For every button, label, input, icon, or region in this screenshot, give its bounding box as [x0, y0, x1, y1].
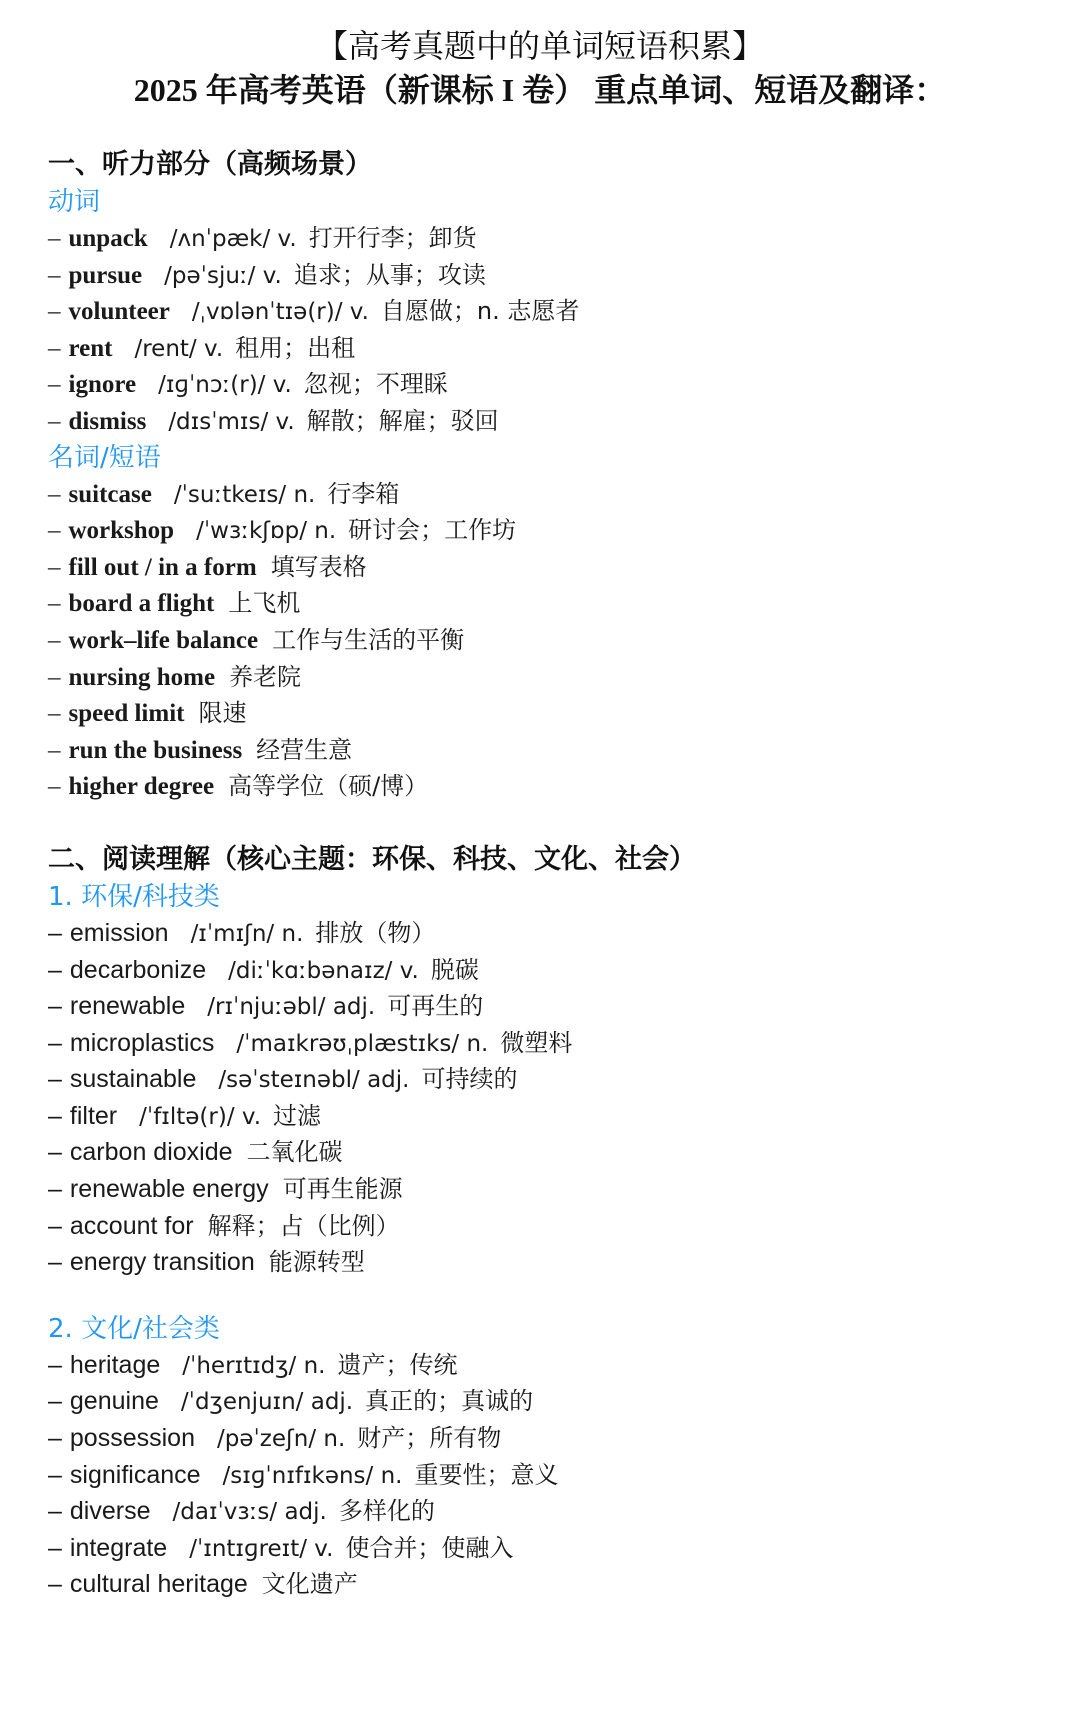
entry-phonetic: /ˈherɪtɪdʒ/ n. — [182, 1352, 326, 1379]
entry-dash: – — [48, 700, 61, 728]
entry-word: nursing home — [68, 663, 216, 691]
entry-phonetic: /ˌvɒlənˈtɪə(r)/ v. — [191, 299, 369, 326]
entry-dash: – — [48, 1497, 62, 1526]
entry-meaning: 解散；解雇；驳回 — [306, 406, 499, 435]
entry-dash: – — [48, 1570, 62, 1599]
list-culture-society — [48, 1347, 1048, 1603]
entry-meaning: 填写表格 — [270, 552, 367, 581]
entry-meaning: 工作与生活的平衡 — [272, 625, 465, 654]
entry-meaning: 使合并；使融入 — [345, 1533, 514, 1562]
entry-dash: – — [48, 1424, 62, 1453]
entry-meaning: 打开行李；卸货 — [308, 224, 477, 252]
entry-dash: – — [48, 517, 61, 545]
entry-dash: – — [48, 918, 62, 947]
entry-meaning: 自愿做；n. 志愿者 — [380, 297, 580, 326]
vocab-entry — [48, 1530, 1048, 1567]
entry-meaning: 养老院 — [229, 662, 302, 691]
vocab-entry — [48, 1383, 1048, 1420]
entry-dash: – — [48, 1211, 62, 1240]
vocab-entry — [48, 330, 1048, 367]
entry-dash: – — [48, 590, 61, 618]
list-verbs — [48, 220, 1048, 440]
entry-phonetic: /pəˈzeʃn/ n. — [216, 1426, 346, 1453]
vocab-entry — [48, 915, 1048, 952]
vocab-entry — [48, 220, 1048, 257]
entry-word: heritage — [69, 1350, 161, 1379]
entry-phonetic: /ˈdʒenjuɪn/ adj. — [180, 1389, 354, 1416]
entry-phonetic: /ˈɪntɪɡreɪt/ v. — [189, 1535, 334, 1562]
document-subtitle: 2025 年高考英语（新课标 I 卷） 重点单词、短语及翻译： — [133, 72, 947, 108]
entry-dash: – — [48, 1065, 62, 1094]
entry-phonetic: /ˈwɜːkʃɒp/ n. — [196, 518, 337, 545]
entry-word: microplastics — [69, 1028, 215, 1057]
entry-meaning: 过滤 — [273, 1101, 322, 1130]
document-title: 【高考真题中的单词短语积累】 — [315, 27, 764, 65]
entry-phonetic: /ˈsuːtkeɪs/ n. — [173, 481, 316, 508]
entry-word: cultural heritage — [69, 1570, 248, 1599]
entry-dash: – — [48, 1460, 62, 1489]
vocab-entry — [48, 1208, 1048, 1245]
entry-word: board a flight — [68, 590, 215, 618]
subheading-nouns-phrases: 名词/短语 — [48, 442, 161, 473]
entry-dash: – — [48, 1387, 62, 1416]
vocab-entry — [48, 659, 1048, 696]
entry-dash: – — [48, 1175, 62, 1204]
entry-meaning: 解释；占（比例） — [207, 1211, 400, 1240]
entry-dash: – — [48, 663, 61, 691]
vocab-entry — [48, 1025, 1048, 1062]
entry-word: decarbonize — [69, 955, 207, 984]
entry-word: work–life balance — [68, 626, 259, 654]
entry-dash: – — [48, 955, 62, 984]
entry-meaning: 可再生能源 — [282, 1175, 403, 1204]
entry-phonetic: /ɪˈmɪʃn/ n. — [190, 920, 304, 947]
entry-word: sustainable — [69, 1065, 197, 1094]
entry-dash: – — [48, 334, 61, 362]
entry-meaning: 财产；所有物 — [357, 1424, 502, 1453]
list-environment-tech — [48, 915, 1048, 1281]
entry-meaning: 行李箱 — [327, 479, 400, 508]
vocab-entry — [48, 549, 1048, 586]
vocab-entry — [48, 512, 1048, 549]
entry-dash: – — [48, 371, 61, 399]
list-nouns-phrases — [48, 476, 1048, 805]
vocab-entry — [48, 695, 1048, 732]
entry-dash: – — [48, 298, 61, 326]
subheading-verbs: 动词 — [48, 187, 101, 217]
entry-word: integrate — [69, 1533, 168, 1562]
vocab-entry — [48, 293, 1048, 330]
entry-meaning: 租用；出租 — [235, 333, 356, 362]
entry-dash: – — [48, 261, 61, 289]
entry-word: rent — [68, 334, 113, 362]
entry-meaning: 二氧化碳 — [246, 1138, 343, 1167]
entry-meaning: 排放（物） — [315, 918, 436, 947]
section-spacer — [48, 805, 1048, 841]
entry-word: account for — [69, 1211, 194, 1240]
entry-word: dismiss — [68, 407, 147, 435]
vocab-entry — [48, 1244, 1048, 1281]
entry-meaning: 高等学位（硕/博） — [228, 772, 429, 801]
entry-word: speed limit — [68, 700, 185, 728]
vocab-entry — [48, 988, 1048, 1025]
entry-phonetic: /səˈsteɪnəbl/ adj. — [218, 1067, 410, 1094]
entry-phonetic: /ˈmaɪkrəʊˌplæstɪks/ n. — [236, 1030, 489, 1057]
entry-meaning: 研讨会；工作坊 — [348, 516, 517, 545]
entry-dash: – — [48, 553, 61, 581]
entry-dash: – — [48, 407, 61, 435]
entry-meaning: 微塑料 — [500, 1028, 573, 1057]
entry-word: carbon dioxide — [69, 1138, 233, 1167]
entry-meaning: 上飞机 — [228, 589, 301, 618]
entry-word: unpack — [68, 225, 148, 252]
entry-word: genuine — [69, 1387, 159, 1416]
entry-word: significance — [69, 1460, 201, 1489]
vocab-entry — [48, 768, 1048, 805]
subheading-environment-tech: 1. 环保/科技类 — [48, 881, 220, 912]
entry-dash: – — [48, 626, 61, 654]
entry-dash: – — [48, 1138, 62, 1167]
entry-dash: – — [48, 1248, 62, 1277]
vocab-entry — [48, 1134, 1048, 1171]
vocab-entry — [48, 1171, 1048, 1208]
entry-phonetic: /ˈfɪltə(r)/ v. — [139, 1103, 262, 1130]
entry-word: volunteer — [68, 298, 170, 326]
vocab-entry — [48, 1566, 1048, 1603]
entry-word: run the business — [68, 736, 243, 764]
entry-meaning: 经营生意 — [256, 735, 353, 764]
section-heading-reading: 二、阅读理解（核心主题：环保、科技、文化、社会） — [48, 843, 696, 875]
entry-dash: – — [48, 1028, 62, 1057]
entry-dash: – — [48, 1533, 62, 1562]
entry-word: ignore — [68, 371, 137, 399]
entry-word: fill out / in a form — [68, 553, 257, 581]
vocab-entry — [48, 1347, 1048, 1384]
entry-dash: – — [48, 1350, 62, 1379]
entry-meaning: 限速 — [198, 699, 247, 728]
vocab-entry — [48, 1098, 1048, 1135]
entry-word: workshop — [68, 517, 175, 545]
vocab-entry — [48, 1061, 1048, 1098]
entry-word: filter — [69, 1101, 118, 1130]
entry-meaning: 文化遗产 — [261, 1570, 358, 1599]
vocab-entry — [48, 1493, 1048, 1530]
content-body — [48, 146, 1048, 1603]
entry-word: diverse — [69, 1497, 151, 1526]
entry-dash: – — [48, 992, 62, 1021]
entry-phonetic: /diːˈkɑːbənaɪz/ v. — [228, 957, 419, 984]
entry-word: emission — [69, 918, 169, 947]
entry-meaning: 能源转型 — [268, 1248, 365, 1277]
entry-word: possession — [69, 1424, 195, 1453]
group-spacer — [48, 1281, 1048, 1311]
subheading-culture-society: 2. 文化/社会类 — [48, 1313, 220, 1344]
entry-meaning: 真正的；真诚的 — [365, 1387, 534, 1416]
vocab-entry — [48, 1457, 1048, 1494]
vocab-entry — [48, 366, 1048, 403]
entry-phonetic: /ɪɡˈnɔː(r)/ v. — [158, 372, 292, 399]
entry-dash: – — [48, 225, 61, 252]
vocab-entry — [48, 952, 1048, 989]
entry-dash: – — [48, 736, 61, 764]
vocab-entry — [48, 732, 1048, 769]
entry-meaning: 遗产；传统 — [337, 1350, 458, 1379]
entry-phonetic: /rent/ v. — [134, 335, 224, 362]
entry-word: energy transition — [69, 1248, 255, 1277]
vocab-entry — [48, 403, 1048, 440]
entry-word: higher degree — [68, 773, 215, 801]
entry-phonetic: /dɪsˈmɪs/ v. — [168, 408, 295, 435]
entry-word: suitcase — [68, 480, 152, 508]
entry-meaning: 追求；从事；攻读 — [293, 260, 486, 289]
vocab-entry — [48, 257, 1048, 294]
entry-word: renewable — [69, 992, 186, 1021]
entry-meaning: 多样化的 — [338, 1497, 435, 1526]
entry-meaning: 可持续的 — [421, 1065, 518, 1094]
entry-phonetic: /pəˈsjuː/ v. — [164, 262, 282, 289]
entry-word: pursue — [68, 261, 143, 289]
vocab-entry — [48, 585, 1048, 622]
entry-dash: – — [48, 1101, 62, 1130]
entry-meaning: 脱碳 — [430, 955, 479, 984]
vocab-entry — [48, 1420, 1048, 1457]
entry-phonetic: /ʌnˈpæk/ v. — [169, 226, 297, 252]
entry-meaning: 可再生的 — [387, 992, 484, 1021]
entry-meaning: 重要性；意义 — [414, 1460, 559, 1489]
entry-phonetic: /rɪˈnjuːəbl/ adj. — [207, 994, 376, 1021]
entry-meaning: 忽视；不理睬 — [303, 370, 448, 399]
section-heading-listening: 一、听力部分（高频场景） — [48, 149, 372, 180]
entry-dash: – — [48, 773, 61, 801]
entry-dash: – — [48, 480, 61, 508]
entry-phonetic: /daɪˈvɜːs/ adj. — [172, 1499, 327, 1526]
vocab-entry — [48, 476, 1048, 513]
vocab-entry — [48, 622, 1048, 659]
entry-phonetic: /sɪɡˈnɪfɪkəns/ n. — [222, 1462, 403, 1489]
entry-word: renewable energy — [69, 1175, 269, 1204]
